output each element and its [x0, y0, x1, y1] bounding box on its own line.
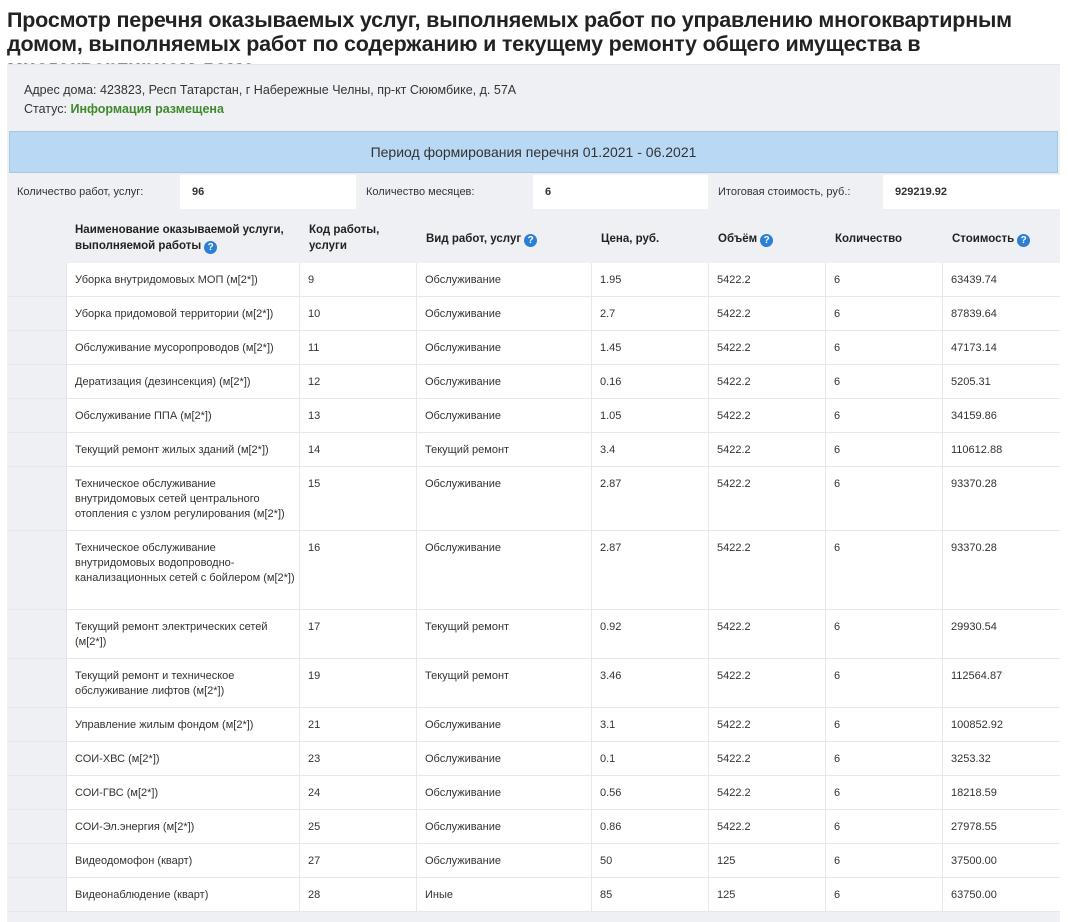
- house-info: [7, 65, 1060, 130]
- cell-code: 25: [300, 810, 417, 844]
- status-line: [24, 100, 1060, 119]
- table-row: [7, 810, 1060, 844]
- status-badge: Информация размещена: [70, 102, 224, 116]
- cell-code: 16: [300, 531, 417, 610]
- cell-price: 1.95: [592, 263, 709, 297]
- help-circle-icon[interactable]: ?: [760, 234, 773, 247]
- service-list-panel: [7, 64, 1060, 922]
- cell-volume: 125: [709, 878, 826, 912]
- cell-code: 28: [300, 878, 417, 912]
- cell-quantity: 6: [826, 742, 943, 776]
- col-header-price[interactable]: Цена, руб.: [601, 233, 660, 245]
- cell-name: Обслуживание ППА (м[2*]): [67, 399, 300, 433]
- row-stub: [7, 399, 67, 433]
- cell-quantity: 6: [826, 810, 943, 844]
- cell-quantity: 6: [826, 610, 943, 659]
- table-row: [7, 297, 1060, 331]
- cell-volume: 5422.2: [709, 659, 826, 708]
- cell-quantity: 6: [826, 776, 943, 810]
- cell-quantity: 6: [826, 399, 943, 433]
- table-row: [7, 365, 1060, 399]
- cell-volume: 5422.2: [709, 297, 826, 331]
- cell-volume: 5422.2: [709, 742, 826, 776]
- cell-cost: 37500.00: [943, 844, 1060, 878]
- col-header-cost[interactable]: Стоимость ?: [952, 231, 1030, 247]
- row-stub: [7, 263, 67, 297]
- cell-type: Обслуживание: [417, 708, 592, 742]
- table-header: [7, 210, 1060, 263]
- cell-quantity: 6: [826, 844, 943, 878]
- cell-code: 12: [300, 365, 417, 399]
- col-header-code[interactable]: Код работы, услуги: [309, 224, 380, 252]
- row-stub: [7, 776, 67, 810]
- cell-price: 0.16: [592, 365, 709, 399]
- cell-name: СОИ-ХВС (м[2*]): [67, 742, 300, 776]
- summary-bar: [7, 175, 1060, 209]
- cell-volume: 5422.2: [709, 331, 826, 365]
- cell-volume: 5422.2: [709, 263, 826, 297]
- works-count-value: 96: [180, 175, 356, 209]
- cell-name: Видеодомофон (кварт): [67, 844, 300, 878]
- cell-name: Видеонаблюдение (кварт): [67, 878, 300, 912]
- cell-cost: 34159.86: [943, 399, 1060, 433]
- cell-code: 24: [300, 776, 417, 810]
- table-row: [7, 331, 1060, 365]
- cell-price: 2.7: [592, 297, 709, 331]
- cell-price: 0.56: [592, 776, 709, 810]
- row-stub: [7, 742, 67, 776]
- table-row: [7, 467, 1060, 531]
- table-row: [7, 708, 1060, 742]
- cell-name: Текущий ремонт жилых зданий (м[2*]): [67, 433, 300, 467]
- cell-quantity: 6: [826, 331, 943, 365]
- cell-volume: 5422.2: [709, 365, 826, 399]
- cell-volume: 5422.2: [709, 467, 826, 531]
- cell-code: 27: [300, 844, 417, 878]
- table-row: [7, 263, 1060, 297]
- help-circle-icon[interactable]: ?: [524, 234, 537, 247]
- cell-volume: 5422.2: [709, 708, 826, 742]
- cell-type: Обслуживание: [417, 467, 592, 531]
- cell-quantity: 6: [826, 365, 943, 399]
- cell-type: Обслуживание: [417, 297, 592, 331]
- table-row: [7, 742, 1060, 776]
- works-count-label: Количество работ, услуг:: [7, 175, 180, 209]
- col-header-type[interactable]: Вид работ, услуг ?: [426, 231, 586, 247]
- cell-code: 17: [300, 610, 417, 659]
- cell-volume: 5422.2: [709, 399, 826, 433]
- cell-name: Уборка внутридомовых МОП (м[2*]): [67, 263, 300, 297]
- address-label: Адрес дома:: [24, 83, 97, 97]
- col-header-volume[interactable]: Объём ?: [718, 231, 773, 247]
- cell-code: 10: [300, 297, 417, 331]
- cell-type: Обслуживание: [417, 365, 592, 399]
- cell-price: 0.86: [592, 810, 709, 844]
- cell-type: Обслуживание: [417, 776, 592, 810]
- cell-type: Обслуживание: [417, 531, 592, 610]
- cell-type: Обслуживание: [417, 263, 592, 297]
- row-stub: [7, 531, 67, 610]
- cell-code: 9: [300, 263, 417, 297]
- cell-code: 15: [300, 467, 417, 531]
- table-row: [7, 399, 1060, 433]
- cell-cost: 27978.55: [943, 810, 1060, 844]
- cell-cost: 3253.32: [943, 742, 1060, 776]
- cell-name: Текущий ремонт электрических сетей (м[2*]): [67, 610, 300, 659]
- cell-name: Техническое обслуживание внутридомовых сетей центрального отопления с узлом регулирования (м[2*]): [67, 467, 300, 531]
- cell-code: 11: [300, 331, 417, 365]
- address-line: [24, 81, 1060, 100]
- cell-type: Обслуживание: [417, 844, 592, 878]
- row-stub: [7, 659, 67, 708]
- row-stub: [7, 433, 67, 467]
- col-header-quantity[interactable]: Количество: [835, 233, 903, 245]
- cell-code: 23: [300, 742, 417, 776]
- cell-quantity: 6: [826, 878, 943, 912]
- cell-cost: 63750.00: [943, 878, 1060, 912]
- cell-cost: 93370.28: [943, 467, 1060, 531]
- cell-volume: 5422.2: [709, 776, 826, 810]
- row-stub: [7, 810, 67, 844]
- row-stub: [7, 297, 67, 331]
- cell-name: Уборка придомовой территории (м[2*]): [67, 297, 300, 331]
- status-label: Статус:: [24, 102, 67, 116]
- row-stub: [7, 365, 67, 399]
- cell-type: Обслуживание: [417, 742, 592, 776]
- cell-cost: 87839.64: [943, 297, 1060, 331]
- cell-type: Текущий ремонт: [417, 610, 592, 659]
- cell-price: 3.1: [592, 708, 709, 742]
- cell-price: 1.45: [592, 331, 709, 365]
- cell-quantity: 6: [826, 467, 943, 531]
- cell-quantity: 6: [826, 531, 943, 610]
- months-label: Количество месяцев:: [356, 175, 533, 209]
- cell-name: СОИ-Эл.энергия (м[2*]): [67, 810, 300, 844]
- cell-price: 2.87: [592, 467, 709, 531]
- cell-price: 2.87: [592, 531, 709, 610]
- table-row: [7, 433, 1060, 467]
- cell-name: Дератизация (дезинсекция) (м[2*]): [67, 365, 300, 399]
- cell-type: Текущий ремонт: [417, 659, 592, 708]
- table-row: [7, 659, 1060, 708]
- cell-price: 50: [592, 844, 709, 878]
- cell-type: Иные: [417, 878, 592, 912]
- cell-name: Текущий ремонт и техническое обслуживание лифтов (м[2*]): [67, 659, 300, 708]
- cell-cost: 18218.59: [943, 776, 1060, 810]
- months-value: 6: [533, 175, 708, 209]
- cell-quantity: 6: [826, 659, 943, 708]
- row-stub: [7, 878, 67, 912]
- cell-cost: 100852.92: [943, 708, 1060, 742]
- cell-type: Обслуживание: [417, 399, 592, 433]
- cell-name: Обслуживание мусоропроводов (м[2*]): [67, 331, 300, 365]
- col-header-name[interactable]: Наименование оказываемой услуги, выполняемой работы ?: [75, 224, 284, 253]
- cell-quantity: 6: [826, 263, 943, 297]
- table-row: [7, 776, 1060, 810]
- row-stub: [7, 708, 67, 742]
- help-circle-icon[interactable]: ?: [204, 241, 217, 254]
- cell-price: 0.1: [592, 742, 709, 776]
- cell-code: 14: [300, 433, 417, 467]
- cell-type: Обслуживание: [417, 331, 592, 365]
- cell-cost: 29930.54: [943, 610, 1060, 659]
- cell-cost: 112564.87: [943, 659, 1060, 708]
- row-stub: [7, 467, 67, 531]
- table-row: [7, 531, 1060, 610]
- cell-volume: 5422.2: [709, 433, 826, 467]
- cell-type: Обслуживание: [417, 810, 592, 844]
- cell-quantity: 6: [826, 297, 943, 331]
- cell-price: 0.92: [592, 610, 709, 659]
- cell-code: 21: [300, 708, 417, 742]
- cell-quantity: 6: [826, 708, 943, 742]
- address-value: 423823, Респ Татарстан, г Набережные Челны, пр-кт Сююмбике, д. 57А: [100, 83, 517, 97]
- table-row: [7, 610, 1060, 659]
- cell-name: Техническое обслуживание внутридомовых водопроводно-канализационных сетей с бойлером (м[2*]): [67, 531, 300, 610]
- cell-volume: 5422.2: [709, 531, 826, 610]
- row-stub: [7, 844, 67, 878]
- cell-type: Текущий ремонт: [417, 433, 592, 467]
- cell-name: Управление жилым фондом (м[2*]): [67, 708, 300, 742]
- cell-price: 85: [592, 878, 709, 912]
- cell-cost: 110612.88: [943, 433, 1060, 467]
- cell-quantity: 6: [826, 433, 943, 467]
- table-row: [7, 844, 1060, 878]
- row-stub: [7, 610, 67, 659]
- cell-code: 19: [300, 659, 417, 708]
- cell-price: 3.4: [592, 433, 709, 467]
- cell-code: 13: [300, 399, 417, 433]
- total-cost-value: 929219.92: [883, 175, 1060, 209]
- table-row: [7, 878, 1060, 912]
- cell-cost: 47173.14: [943, 331, 1060, 365]
- cell-volume: 5422.2: [709, 810, 826, 844]
- cell-volume: 5422.2: [709, 610, 826, 659]
- cell-cost: 63439.74: [943, 263, 1060, 297]
- help-circle-icon[interactable]: ?: [1017, 234, 1030, 247]
- cell-price: 1.05: [592, 399, 709, 433]
- total-cost-label: Итоговая стоимость, руб.:: [708, 175, 883, 209]
- cell-price: 3.46: [592, 659, 709, 708]
- period-header: Период формирования перечня 01.2021 - 06.2021: [9, 131, 1058, 173]
- cell-cost: 93370.28: [943, 531, 1060, 610]
- services-table-body: [7, 263, 1060, 912]
- page-title: Просмотр перечня оказываемых услуг, выполняемых работ по управлению многоквартирным домом, выполняемых работ по содержанию и текущему ремонту общего имущества в: [7, 8, 1012, 56]
- cell-cost: 5205.31: [943, 365, 1060, 399]
- row-stub: [7, 331, 67, 365]
- cell-name: СОИ-ГВС (м[2*]): [67, 776, 300, 810]
- cell-volume: 125: [709, 844, 826, 878]
